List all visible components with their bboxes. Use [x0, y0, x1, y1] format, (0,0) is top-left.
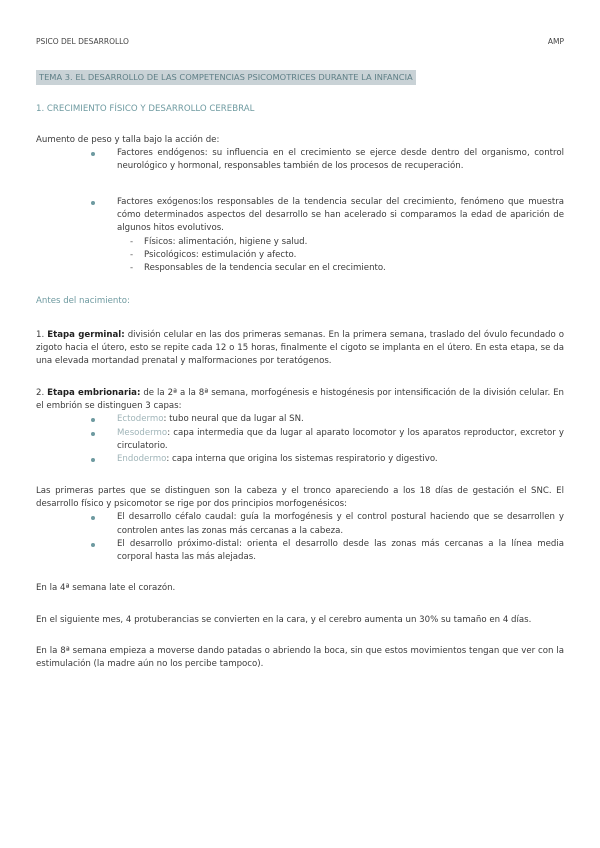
first-parts-paragraph: Las primeras partes que se distinguen son la cabeza y el tronco apareciendo a los 18 días de gestación el SNC. El desarrollo físico y psicomotor se rige por dos principios morfogenésicos: [36, 485, 564, 509]
subsection-title: Antes del nacimiento: [36, 296, 130, 307]
exogenous-list [36, 236, 564, 276]
bullet-icon [91, 432, 95, 436]
page-header [36, 36, 564, 48]
factors-list [36, 147, 564, 236]
list-item: El desarrollo próximo-distal: orienta el desarrollo desde las zonas más cercanas a la línea media corporal hasta las más alejadas. [36, 538, 564, 565]
list-item: El desarrollo céfalo caudal: guía la morfogénesis y el control postural haciendo que se desarrollen y controlen antes las zonas más cercanas a la cabeza. [36, 511, 564, 538]
dash-icon: - [130, 236, 134, 247]
next-month-paragraph: En el siguiente mes, 4 protuberancias se convierten en la cara, y el cerebro aumenta un 30% su tamaño en 4 días. [36, 614, 532, 625]
list-item: Endodermo: capa interna que origina los sistemas respiratorio y digestivo. [36, 453, 564, 466]
week4-paragraph: En la 4ª semana late el corazón. [36, 583, 176, 594]
document-body [36, 70, 564, 672]
list-item: - Psicológicos: estimulación y afecto. [36, 249, 564, 262]
list-item: - Responsables de la tendencia secular en el crecimiento. [36, 262, 564, 275]
list-item: - Físicos: alimentación, higiene y salud. [36, 236, 564, 249]
list-item: Mesodermo: capa intermedia que da lugar al aparato locomotor y los aparatos reproductor, excretor y circulatorio. [36, 427, 564, 454]
embryonic-label: Etapa embrionaria: [47, 387, 141, 398]
layers-list [36, 413, 564, 466]
dash-icon: - [130, 249, 134, 260]
bullet-icon [91, 458, 95, 462]
intro-paragraph: Aumento de peso y talla bajo la acción de: [36, 134, 220, 145]
bullet-icon [91, 516, 95, 520]
list-item: Factores exógenos:los responsables de la tendencia secular del crecimiento, fenómeno que muestra cómo determinados aspectos del desarrollo se han acelerado si comparamos la edad de aparición de algunos hitos evolutivos. [36, 196, 564, 236]
list-item: Factores endógenos: su influencia en el crecimiento se ejerce desde dentro del organismo, control neurológico y hormonal, responsables también de los procesos de recuperación. [36, 147, 564, 174]
principles-list [36, 511, 564, 564]
tema-title: TEMA 3. EL DESARROLLO DE LAS COMPETENCIAS PSICOMOTRICES DURANTE LA INFANCIA [36, 70, 416, 85]
embryonic-paragraph: 2. Etapa embrionaria: de la 2ª a la 8ª semana, morfogénesis e histogénesis por intensificación de la división celular. En el embrión se distinguen 3 capas: [36, 387, 564, 411]
germinal-paragraph: 1. Etapa germinal: división celular en las dos primeras semanas. En la primera semana, traslado del óvulo fecundado o zigoto hacia el útero, esto se repite cada 12 o 15 horas, finalmente el cigoto se implanta en el útero. En esta etapa, se da una elevada mortandad prenatal y malformaciones por teratógenos. [36, 329, 565, 367]
week8-paragraph: En la 8ª semana empieza a moverse dando patadas o abriendo la boca, sin que estos movimientos tengan que ver con la estimulación (la madre aún no los percibe tampoco). [36, 646, 564, 670]
header-course: PSICO DEL DESARROLLO [36, 37, 129, 46]
bullet-icon [91, 543, 95, 547]
bullet-icon [91, 201, 95, 205]
section-title: 1. CRECIMIENTO FÍSICO Y DESARROLLO CEREBRAL [36, 104, 255, 115]
dash-icon: - [130, 263, 134, 274]
list-item: Ectodermo: tubo neural que da lugar al SN. [36, 413, 564, 426]
bullet-icon [91, 418, 95, 422]
bullet-icon [91, 152, 95, 156]
germinal-label: Etapa germinal: [47, 329, 125, 340]
header-author: AMP [547, 37, 564, 46]
